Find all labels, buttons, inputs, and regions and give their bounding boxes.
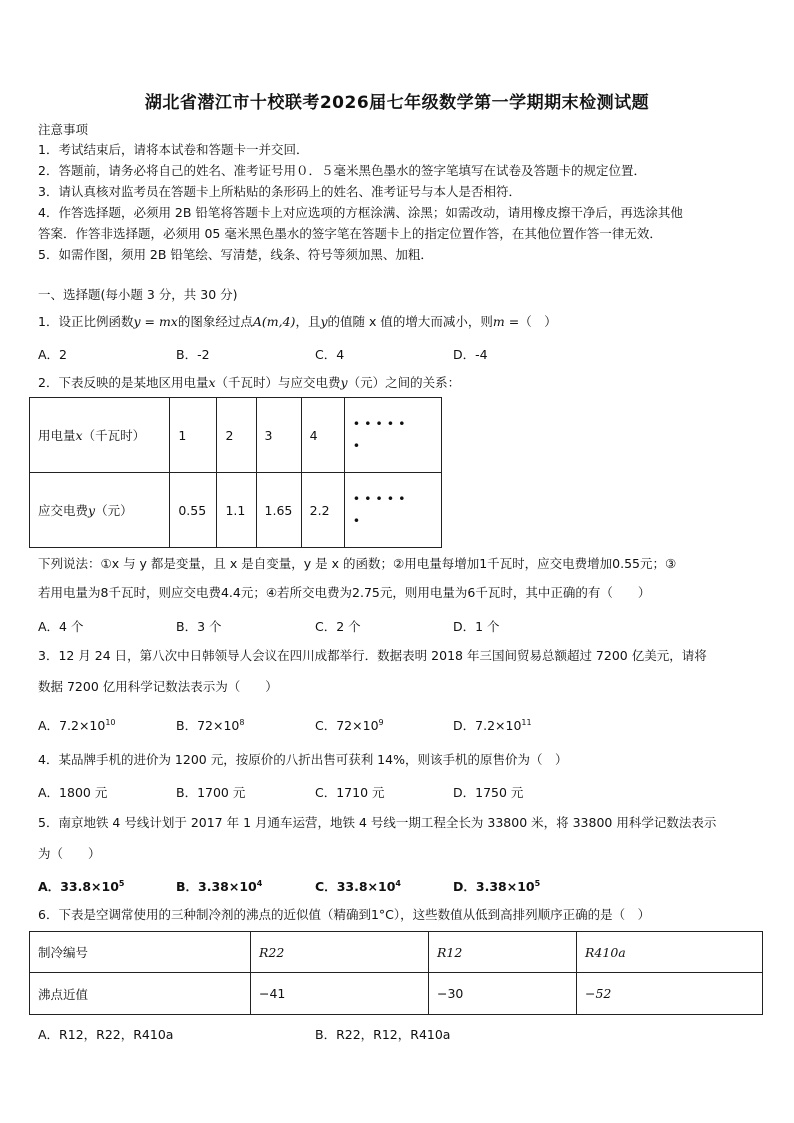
question-2: 2．下表反映的是某地区用电量x（千瓦时）与应交电费y（元）之间的关系：	[38, 375, 461, 390]
q2-option-a[interactable]: A．4 个	[38, 619, 84, 634]
page-title: 湖北省潜江市十校联考2026届七年级数学第一学期期末检测试题	[144, 93, 650, 113]
q5-option-d[interactable]: D．$3.38\times 10^5$	[453, 878, 541, 894]
q3-option-a[interactable]: A．$7.2\times 10^{10}$	[38, 717, 116, 733]
question-3: 3．12 月 24 日，第八次中日韩领导人会议在四川成都举行．数据表明 2018 年三国间贸易总额超过 7200 亿美元，请将	[38, 648, 707, 663]
usage-cell: 4	[301, 398, 344, 473]
q4-option-d[interactable]: D．1750 元	[453, 785, 524, 800]
q5-option-b[interactable]: B．$3.38\times 10^4$	[176, 878, 263, 894]
q1-option-b[interactable]: B．-2	[176, 347, 210, 362]
q2-statements-line: 若用电量为8千瓦时，则应交电费4.4元；④若所交电费为2.75元，则用电量为6千瓦时，其中正确的有（ ）	[38, 585, 651, 600]
q5-option-c[interactable]: C．$33.8\times 10^4$	[315, 878, 401, 894]
notice-item: 1．考试结束后，请将本试卷和答题卡一并交回．	[38, 142, 309, 157]
question-5-cont: 为（ ）	[38, 846, 101, 861]
usage-cell: 3	[256, 398, 301, 473]
fee-cell: 1.65	[256, 473, 301, 548]
refrigerant-table	[29, 931, 763, 1015]
q1-option-d[interactable]: D．-4	[453, 347, 488, 362]
value-cell: −52	[577, 973, 763, 1015]
notice-item: 4．作答选择题，必须用 2B 铅笔将答题卡上对应选项的方框涂满、涂黑；如需改动，请用橡皮擦干净后，再选涂其他	[38, 205, 683, 220]
q2-statements-line: 下列说法：①x 与 y 都是变量，且 x 是自变量，y 是 x 的函数；②用电量每增加1千瓦时，应交电费增加0.55元；③	[38, 556, 677, 571]
notice-item: 2．答题前，请务必将自己的姓名、准考证号用０．５毫米黑色墨水的签字笔填写在试卷及答题卡的规定位置．	[38, 163, 646, 178]
q1-option-a[interactable]: A．2	[38, 347, 68, 362]
value-cell: −41	[251, 973, 429, 1015]
q4-option-c[interactable]: C．1710 元	[315, 785, 385, 800]
notice-item: 答案．作答非选择题，必须用 05 毫米黑色墨水的签字笔在答题卡上的指定位置作答，在其他位置作答一律无效．	[38, 226, 662, 241]
question-6: 6．下表是空调常使用的三种制冷剂的沸点的近似值（精确到1°C），这些数值从低到高排列顺序正确的是（ ）	[38, 907, 651, 922]
fee-cell: 0.55	[170, 473, 217, 548]
question-3-cont: 数据 7200 亿用科学记数法表示为（ ）	[38, 679, 278, 694]
header-cell: R22	[251, 932, 429, 973]
header-cell: 制冷编号	[30, 932, 251, 973]
ellipsis-cell: • • • • • •	[344, 473, 441, 548]
header-cell: R410a	[577, 932, 763, 973]
question-5: 5．南京地铁 4 号线计划于 2017 年 1 月通车运营，地铁 4 号线一期工程全长为 33800 米，将 33800 用科学记数法表示	[38, 815, 717, 830]
q4-option-b[interactable]: B．1700 元	[176, 785, 246, 800]
q3-option-c[interactable]: C．$72\times 10^9$	[315, 717, 384, 733]
question-1: 1．设正比例函数y = mx的图象经过点A(m,4)，且y的值随 x 值的增大而减小，则m =（ ）	[38, 314, 557, 329]
notice-item: 3．请认真核对监考员在答题卡上所粘贴的条形码上的姓名、准考证号与本人是否相符．	[38, 184, 521, 199]
header-cell: R12	[429, 932, 577, 973]
row-label-boiling: 沸点近值	[30, 973, 251, 1015]
usage-cell: 1	[170, 398, 217, 473]
q5-option-a[interactable]: A．$33.8\times 10^5$	[38, 878, 125, 894]
question-4: 4．某品牌手机的进价为 1200 元，按原价的八折出售可获利 14%，则该手机的原售价为（ ）	[38, 752, 568, 767]
fee-cell: 1.1	[217, 473, 256, 548]
q6-option-b[interactable]: B．R22，R12，R410a	[315, 1027, 451, 1042]
notice-item: 5．如需作图，须用 2B 铅笔绘、写清楚，线条、符号等须加黑、加粗．	[38, 247, 433, 262]
row-label-fee: 应交电费y（元）	[30, 473, 170, 548]
q4-option-a[interactable]: A．1800 元	[38, 785, 108, 800]
q2-option-c[interactable]: C．2 个	[315, 619, 361, 634]
q2-option-d[interactable]: D．1 个	[453, 619, 500, 634]
q3-option-d[interactable]: D．$7.2\times 10^{11}$	[453, 717, 532, 733]
row-label-usage: 用电量x（千瓦时）	[30, 398, 170, 473]
value-cell: −30	[429, 973, 577, 1015]
electricity-table	[29, 397, 442, 548]
fee-cell: 2.2	[301, 473, 344, 548]
q6-option-a[interactable]: A．R12，R22，R410a	[38, 1027, 174, 1042]
q1-option-c[interactable]: C．4	[315, 347, 345, 362]
section-heading: 一、选择题(每小题 3 分，共 30 分)	[38, 287, 238, 302]
notice-heading: 注意事项	[38, 122, 89, 137]
q2-option-b[interactable]: B．3 个	[176, 619, 222, 634]
ellipsis-cell: • • • • • •	[344, 398, 441, 473]
usage-cell: 2	[217, 398, 256, 473]
q3-option-b[interactable]: B．$72\times 10^8$	[176, 717, 245, 733]
